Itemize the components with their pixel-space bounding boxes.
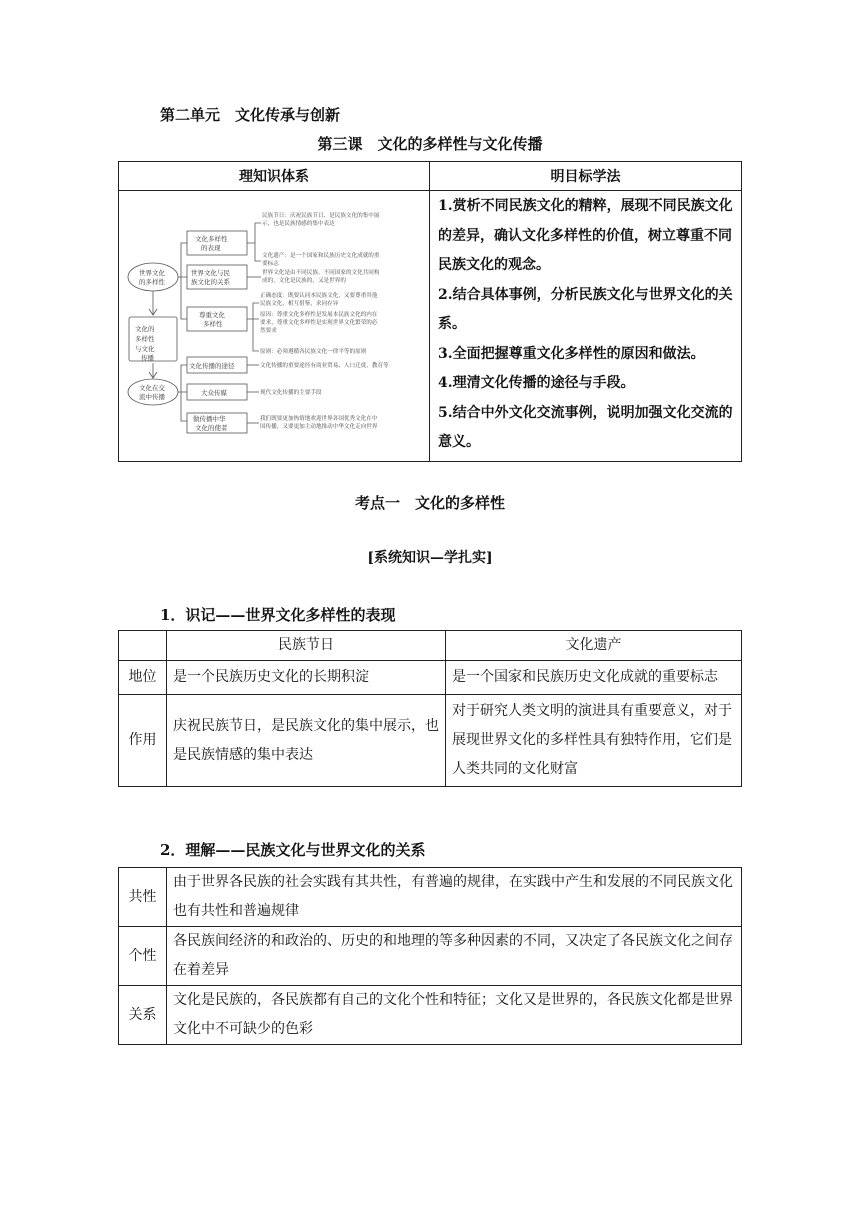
svg-text:成的。文化是民族的，又是世界的: 成的。文化是民族的，又是世界的	[262, 278, 346, 284]
svg-text:民族文化，相互借鉴，求同存异: 民族文化，相互借鉴，求同存异	[260, 301, 339, 307]
svg-text:要标志: 要标志	[262, 261, 279, 267]
kaodian-title: 考点一 文化的多样性	[354, 494, 505, 512]
goal-item: 1.赏析不同民族文化的精粹，展现不同民族文化的差异，确认文化多样性的价值，树立尊重不同民族文化的观念。	[438, 198, 733, 273]
svg-text:文化多样性: 文化多样性	[195, 235, 228, 243]
svg-text:流中传播: 流中传播	[139, 393, 165, 401]
svg-text:示，也是民族情感的集中表达: 示，也是民族情感的集中表达	[262, 221, 335, 227]
svg-text:文化传播的重要途径有商业贸易、人口迁徙、教育等: 文化传播的重要途径有商业贸易、人口迁徙、教育等	[260, 363, 389, 369]
system-knowledge-label: [系统知识—学扎实]	[367, 550, 493, 566]
table-cell: 庆祝民族节日，是民族文化的集中展示，也是民族情感的集中表达	[167, 695, 446, 787]
mindmap-branch2-ellipse	[128, 379, 178, 405]
knowledge-mindmap	[119, 191, 429, 461]
mindmap-branch2-text: 文化在交	[139, 384, 165, 392]
header-learning-goals: 明目标学法	[430, 162, 742, 191]
row-label: 关系	[119, 986, 167, 1045]
goal-item: 4.理清文化传播的途径与手段。	[438, 375, 635, 391]
svg-text:正确态度：既要认同本民族文化，又要尊重其他: 正确态度：既要认同本民族文化，又要尊重其他	[260, 293, 378, 299]
table-cell: 对于研究人类文明的演进具有重要意义，对于展现世界文化的多样性具有独特作用，它们是人类共同的文化财富	[446, 695, 742, 787]
svg-text:民族节日：庆祝民族节日，是民族文化的集中展: 民族节日：庆祝民族节日，是民族文化的集中展	[262, 213, 380, 219]
svg-text:要求，尊重文化多样性是实现世界文化繁荣的必: 要求，尊重文化多样性是实现世界文化繁荣的必	[260, 320, 378, 326]
table-cell: 是一个民族历史文化的长期积淀	[167, 661, 446, 695]
section2-title: 2．理解——民族文化与世界文化的关系	[160, 841, 426, 859]
svg-text:多样性: 多样性	[135, 335, 155, 343]
row-label: 作用	[119, 695, 167, 787]
svg-text:做传播中华: 做传播中华	[193, 415, 226, 423]
overview-table	[118, 161, 742, 462]
header-knowledge-system: 理知识体系	[119, 162, 430, 191]
learning-goals-cell	[430, 191, 742, 462]
svg-text:现代文化传播的主要手段: 现代文化传播的主要手段	[260, 390, 322, 396]
row-label: 地位	[119, 661, 167, 695]
section1-title: 1．识记——世界文化多样性的表现	[160, 606, 396, 624]
svg-text:多样性: 多样性	[203, 320, 223, 328]
svg-text:与文化: 与文化	[135, 345, 155, 353]
unit-title: 第二单元 文化传承与创新	[160, 106, 341, 124]
svg-text:文化遗产：是一个国家和民族历史文化成就的重: 文化遗产：是一个国家和民族历史文化成就的重	[262, 253, 380, 259]
svg-text:的多样性: 的多样性	[139, 278, 165, 286]
svg-text:族文化的关系: 族文化的关系	[191, 278, 230, 286]
svg-text:尊重文化: 尊重文化	[199, 311, 225, 319]
lesson-title: 第三课 文化的多样性与文化传播	[317, 135, 543, 153]
mindmap-branch1-text: 世界文化	[139, 269, 165, 277]
svg-text:文化传播的途径: 文化传播的途径	[189, 362, 235, 370]
blank-header-cell	[119, 631, 167, 661]
mindmap-cell	[119, 191, 430, 462]
row-label: 个性	[119, 927, 167, 986]
svg-text:世界文化是由不同民族、不同国家的文化共同构: 世界文化是由不同民族、不同国家的文化共同构	[262, 270, 380, 276]
svg-text:传播: 传播	[141, 354, 154, 362]
header-festival: 民族节日	[167, 631, 446, 661]
header-heritage: 文化遗产	[446, 631, 742, 661]
svg-text:的表现: 的表现	[201, 244, 221, 252]
table-cell: 是一个国家和民族历史文化成就的重要标志	[446, 661, 742, 695]
svg-text:文化的使者: 文化的使者	[195, 424, 228, 432]
diversity-table	[118, 630, 742, 787]
svg-text:国传播，又要更加主动地推动中华文化走向世界: 国传播，又要更加主动地推动中华文化走向世界	[260, 424, 378, 430]
svg-text:原则：必须遵循各民族文化一律平等的原则: 原则：必须遵循各民族文化一律平等的原则	[260, 349, 367, 355]
table-cell: 文化是民族的，各民族都有自己的文化个性和特征；文化又是世界的，各民族文化都是世界文化中不可缺少的色彩	[167, 986, 742, 1045]
goal-item: 3.全面把握尊重文化多样性的原因和做法。	[438, 345, 705, 362]
svg-text:我们既要更加热情地欢迎世界各国优秀文化在中: 我们既要更加热情地欢迎世界各国优秀文化在中	[260, 416, 378, 422]
goal-item: 5.结合中外文化交流事例，说明加强文化交流的意义。	[438, 404, 733, 450]
svg-text:原因：尊重文化多样性是发展本民族文化的内在: 原因：尊重文化多样性是发展本民族文化的内在	[260, 312, 378, 318]
table-cell: 由于世界各民族的社会实践有其共性，有普遍的规律，在实践中产生和发展的不同民族文化也有共性和普遍规律	[167, 868, 742, 927]
table-cell: 各民族间经济的和政治的、历史的和地理的等多种因素的不同，又决定了各民族文化之间存在着差异	[167, 927, 742, 986]
svg-text:大众传媒: 大众传媒	[201, 389, 227, 397]
svg-text:然要求: 然要求	[260, 328, 277, 334]
svg-text:世界文化与民: 世界文化与民	[191, 269, 230, 277]
relation-table	[118, 867, 742, 1045]
row-label: 共性	[119, 868, 167, 927]
mindmap-branch1-ellipse	[128, 263, 178, 291]
goal-item: 2.结合具体事例，分析民族文化与世界文化的关系。	[438, 286, 733, 332]
mindmap-root-text-1: 文化的	[135, 325, 155, 333]
